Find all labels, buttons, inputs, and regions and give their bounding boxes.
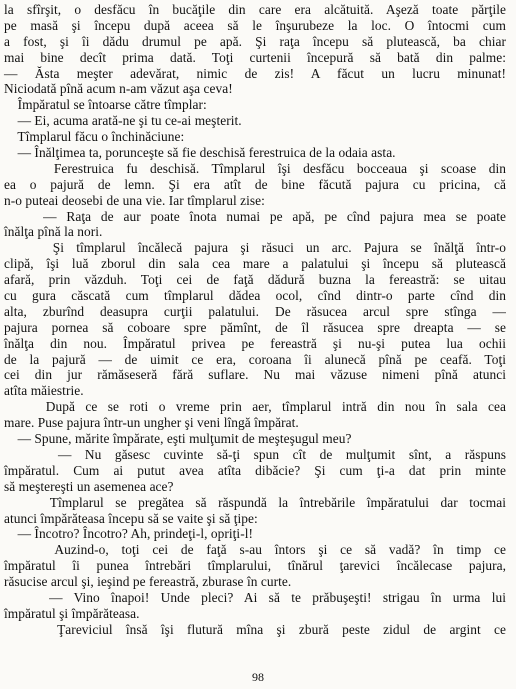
text-line: — Încotro? Încotro? Ah, prindeţi-l, opriţi-l! [4,526,253,542]
text-line: ea o pajură de lemn. Şi era atît de bine făcută pajura cu pricina, că [4,176,506,192]
text-line: de la pajură — de uimit ce era, coroana îi alunecă pînă pe ceafă. Toţi [4,351,506,367]
text-line: Niciodată pînă acum n-am văzut aşa ceva! [4,81,233,97]
text-line: Tîmplarul se pregătea să răspundă la întrebările împăratului dar tocmai [4,494,506,510]
text-line: la sfîrşit, o desfăcu în bucăţile din care era alcătuită. Aşeză toate părţile [4,2,506,17]
text-line: împăratul. Cum ai putut avea atîta dibăcie? Şi cum ţi-a dat prin minte [4,462,506,478]
text-line: pajura pornea să coboare spre pămînt, de îl răsucea spre dreapta — se [4,319,506,335]
text-line: pe masă şi începu după aceea să le înşurubeze la loc. O întocmi cum [4,17,506,33]
text-line: să meştereşti un asemenea ace? [4,478,174,494]
text-line: înălţa din nou. Împăratul privea pe fereastră şi nu-şi putea lua ochii [4,335,506,351]
text-line: Tîmplarul făcu o închinăciune: [4,129,185,145]
text-line: Şi tîmplarul încălecă pajura şi răsuci un arc. Pajura se înălţă într-o [4,240,506,256]
text-line: Auzind-o, toţi cei de faţă s-au întors şi ce să vadă? în timp ce [4,542,506,558]
page-number: 98 [252,670,264,684]
text-line: Ţareviciul însă îşi flutură mîna şi zbură peste zidul de argint ce [4,621,506,637]
text-line: afară, prin văzduh. Toţi cei de faţă dădură buzna la fereastră: se uitau [4,272,506,288]
text-line: — Ei, acuma arată-ne şi tu ce-ai meşterit. [4,113,242,129]
text-line: cei din jur rămăseseră fără suflare. Nu mai văzuse nimeni pînă atunci [4,367,506,383]
text-line: După ce se roti o vreme prin aer, tîmplarul intră din nou în sala cea [4,399,506,415]
text-line: — Spune, mărite împărate, eşti mulţumit de meşteşugul meu? [4,431,352,447]
text-line: cu gura căscată cum tîmplarul dădea ocol, cînd dintr-o parte cînd din [4,288,506,304]
text-line: a fost, şi îi dădu drumul pe apă. Şi raţa începu să plutească, ba chiar [4,33,506,49]
text-line: alta, zburînd deasupra curţii palatului. De răsucea arcul spre stînga — [4,303,506,319]
text-line: răsucise arcul şi, ieşind pe fereastră, zburase în curte. [4,574,292,590]
text-line: — Înălţimea ta, porunceşte să fie deschisă ferestruica de la odaia asta. [4,145,396,161]
text-line: Împăratul se întoarse către tîmplar: [4,97,207,113]
text-line: atunci împărăteasa începu să se vaite şi să ţipe: [4,510,258,526]
text-line: — Ăsta meşter adevărat, nimic de zis! A făcut un lucru minunat! [4,65,506,81]
text-line: n-o puteai deosebi de una vie. Iar tîmplarul zise: [4,192,265,208]
text-line: mai bine decît prima dată. Toţi curtenii începură să bată din palme: [4,49,506,65]
text-line: — Raţa de aur poate înota numai pe apă, pe cînd pajura mea se poate [4,208,506,224]
text-line: împăratul îi punea întrebări tîmplarului, tînărul ţarevici încălecase pajura, [4,558,506,574]
text-line: mare. Puse pajura într-un ungher şi veni lîngă împărat. [4,415,299,431]
text-line: atîta măiestrie. [4,383,84,399]
page-body-text [4,2,506,638]
text-line: — Vino înapoi! Unde pleci? Ai să te prăbuşeşti! strigau în urma lui [4,589,506,605]
text-line: împăratul şi împărăteasa. [4,605,140,621]
text-line: Ferestruica fu deschisă. Tîmplarul îşi desfăcu bocceaua şi scoase din [4,160,506,176]
text-line: — Nu găsesc cuvinte să-ţi spun cît de mulţumit sînt, a răspuns [4,446,506,462]
text-line: înălţa pînă la nori. [4,224,103,240]
text-line: clipă, îşi luă zborul din sala cea mare a palatului şi începu să plutească [4,256,506,272]
